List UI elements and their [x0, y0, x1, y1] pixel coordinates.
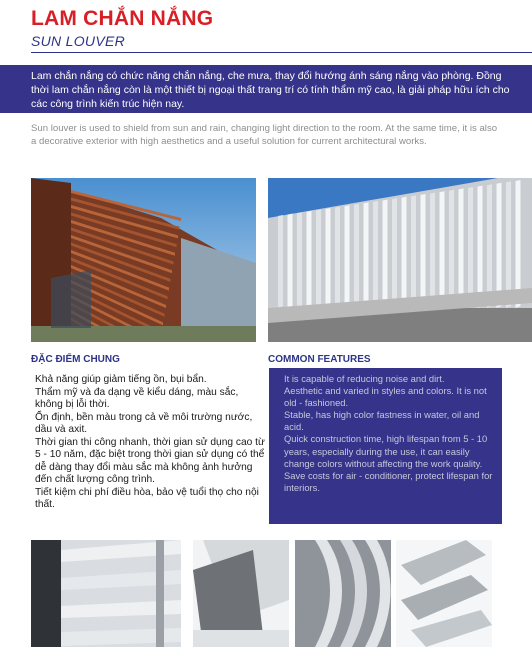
- feature-item-vn: Thẩm mỹ và đa dạng về kiểu dáng, màu sắc, không bị lỗi thời.: [35, 386, 239, 410]
- photo-oval-louver-profiles: [396, 540, 492, 647]
- title-divider: [31, 52, 532, 53]
- feature-item-en: Aesthetic and varied in styles and colors. It is not old - fashioned.: [284, 385, 487, 409]
- title-en: SUN LOUVER: [31, 33, 126, 49]
- features-list-vn: [35, 374, 267, 512]
- title-vn: LAM CHẮN NẮNG: [31, 7, 214, 30]
- photo-wood-louver-building: [31, 178, 256, 342]
- feature-item-en: Stable, has high color fastness in water, oil and acid.: [284, 409, 480, 433]
- feature-item-vn: Tiết kiệm chi phí điều hòa, bảo vệ tuổi thọ cho nội thất.: [35, 486, 259, 510]
- features-list-en: [284, 373, 500, 494]
- section-heading-vn: ĐẶC ĐIỂM CHUNG: [31, 354, 120, 365]
- feature-item-vn: Thời gian thi công nhanh, thời gian sử dụng cao từ 5 - 10 năm, đặc biệt trong thời gian sử dụng có thể dễ dàng thay đổi màu sắc mà không ảnh hưởng đến chất lượng công trình.: [35, 436, 265, 485]
- feature-item-vn: Ổn định, bền màu trong cả về môi trường nước, dầu và axit.: [35, 411, 253, 435]
- feature-item-en: Quick construction time, high lifespan from 5 - 10 years, especially during the use, it can easily change colors without affecting the work quality.: [284, 433, 488, 469]
- intro-text-en: Sun louver is used to shield from sun and rain, changing light direction to the room. At the same time, it is also a decorative exterior with high aesthetics and a useful solution for current architectural works.: [31, 123, 498, 147]
- photo-curved-louvers: [295, 540, 391, 647]
- section-heading-en: COMMON FEATURES: [268, 354, 371, 365]
- feature-item-en: It is capable of reducing noise and dirt.: [284, 373, 445, 384]
- photo-white-louver-facade: [268, 178, 532, 342]
- photo-perforated-profile: [193, 540, 289, 647]
- photo-louver-blades: [31, 540, 181, 647]
- intro-text-vn: Lam chắn nắng có chức năng chắn nắng, che mưa, thay đổi hướng ánh sáng nắng vào phòng. Đồng thời lam chắn nắng còn là một thiết bị ngoại thất trang trí có tính thẩm mỹ cao, là giải pháp hữu ích cho các công trình kiến trúc hiện nay.: [31, 70, 510, 110]
- feature-item-en: Save costs for air - conditioner, protect lifespan for interiors.: [284, 469, 493, 493]
- feature-item-vn: Khả năng giúp giảm tiếng ồn, bụi bẩn.: [35, 374, 207, 385]
